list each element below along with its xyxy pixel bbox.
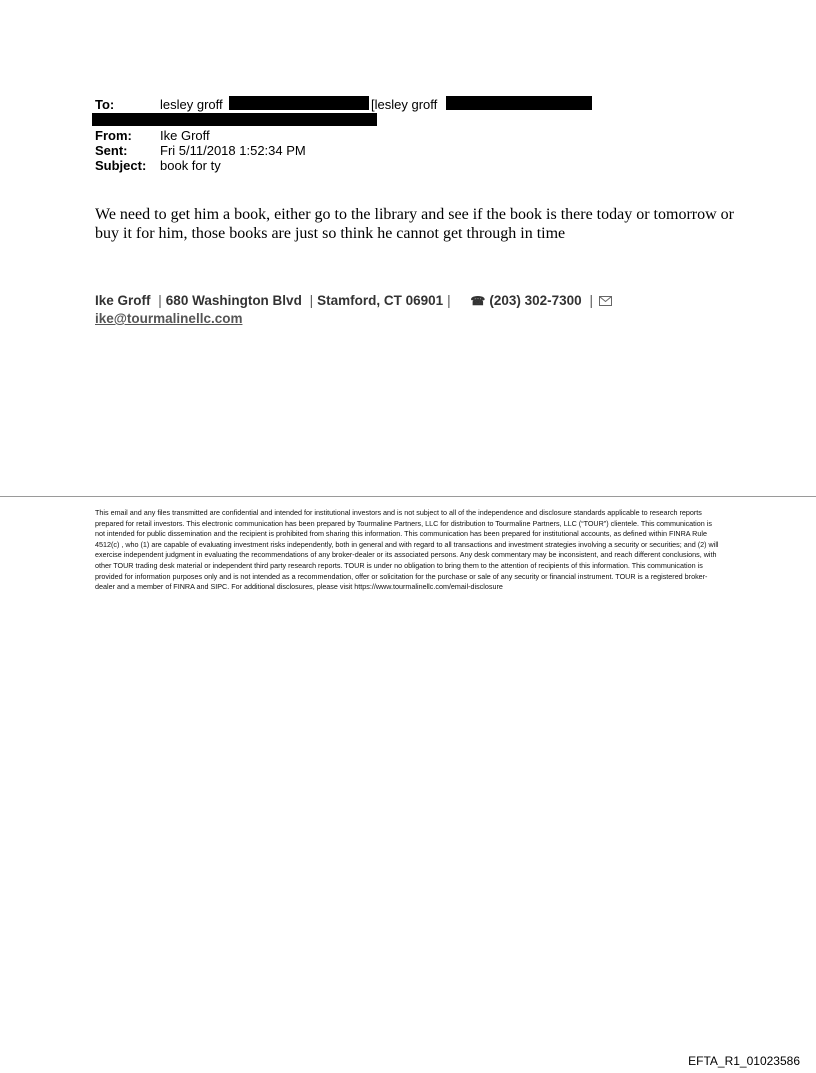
from-label: From: [95,128,132,143]
sent-label: Sent: [95,143,128,158]
message-body: We need to get him a book, either go to the library and see if the book is there today or tomorrow or buy it for him, those books are just so think he cannot get through in time [95,206,734,242]
envelope-icon [599,294,612,309]
subject-label: Subject: [95,158,147,173]
separator: | [589,293,593,308]
redaction-bar [229,96,369,110]
signature-email-link[interactable]: ike@tourmalinellc.com [95,311,243,326]
legal-disclaimer: This email and any files transmitted are confidential and intended for institutional investors and is not subject to all of the independence and disclosure standards applicable to research reports prepared for retail investors. This electronic communication has been prepared by Tourmaline Partners, LLC for distribution to Tourmaline Partners, LLC (“TOUR”) clientele. This communication is not intended for public dissemination and the recipient is prohibited from sharing this information. This communication has been prepared for institutional accounts, as defined within FINRA Rule 4512(c) , who (1) are capable of evaluating investment risks independently, both in general and with regard to all transactions and investment strategies involving a security or securities; and (2) will exercise independent judgment in evaluating the recommendations of any broker-dealer or its associated persons. Any desk commentary may be inconsistent, and reach different conclusions, with other TOUR trading desk material or independent third party research reports. TOUR is under no obligation to bring them to the attention of recipients of this information. This communication is provided for information purposes only and is not intended as a recommendation, offer or solicitation for the purchase or sale of any security or financial instrument. TOUR is a registered broker-dealer and a member of FINRA and SIPC. For additional disclosures, please visit https://www.tourmalinellc.com/email-disclosure [95,508,719,592]
from-value: Ike Groff [160,128,210,143]
redaction-bar [446,96,592,110]
signature-phone: (203) 302-7300 [489,293,582,308]
separator: | [309,293,314,308]
to-label: To: [95,97,115,112]
signature-name: Ike Groff [95,293,151,308]
to-value-1: lesley groff [160,97,223,112]
sent-value: Fri 5/11/2018 1:52:34 PM [160,143,306,158]
signature-address: 680 Washington Blvd [165,293,302,308]
document-id: EFTA_R1_01023586 [688,1054,800,1068]
telephone-icon: ☎ [470,294,486,308]
redaction-bar [92,113,377,126]
to-value-2: [lesley groff [371,97,438,112]
separator: | [447,293,451,308]
divider [0,496,816,497]
signature-line [95,293,612,309]
signature-city: Stamford, CT 06901 [317,293,444,308]
separator: | [158,293,162,308]
subject-value: book for ty [160,158,221,173]
